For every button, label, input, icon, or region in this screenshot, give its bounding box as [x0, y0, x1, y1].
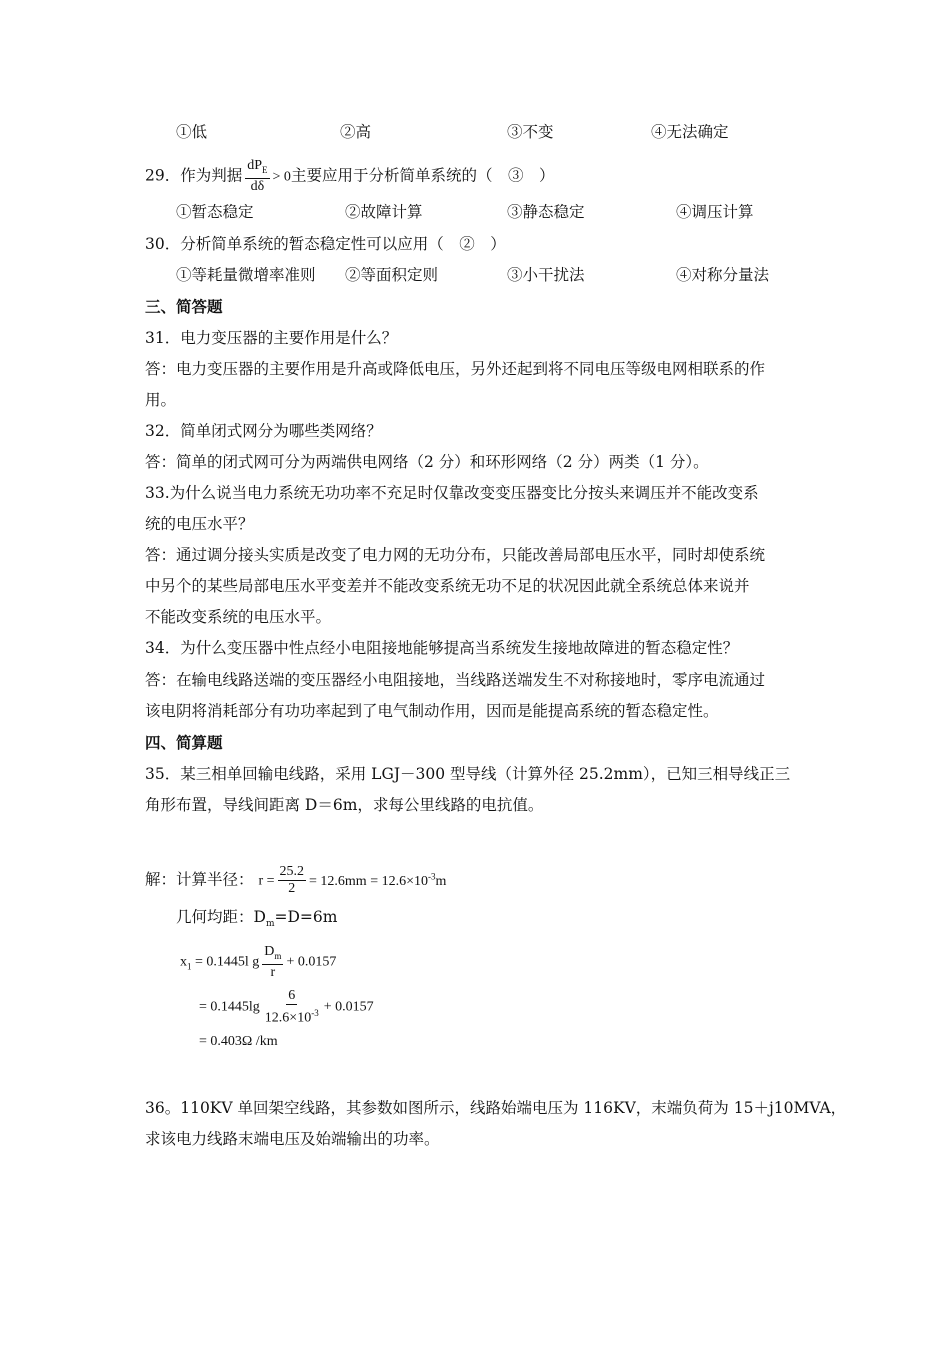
q30-option-1: ①等耗量微增率准则 — [176, 266, 316, 284]
q28-option-2: ②高 — [340, 123, 372, 141]
radius-fraction: $\frac{25.2}{2}$ — [279, 864, 305, 896]
q35-x1-substitution: = 0.1445lg $\frac{6}{12.6\times 10^{-3}}$ + 0.0157 — [199, 988, 374, 1026]
q30-question: 30．分析简单系统的暂态稳定性可以应用（ ② ） — [145, 235, 506, 253]
q31-question: 31．电力变压器的主要作用是什么？ — [145, 329, 398, 347]
x2-fraction: $\frac{6}{12.6\times 10^{-3}}$ — [264, 988, 319, 1026]
q33-answer-line-3: 不能改变系统的电压水平。 — [145, 608, 332, 626]
q29-condition: > 0 — [272, 169, 291, 185]
q33-question-line-2: 统的电压水平？ — [145, 515, 254, 533]
q36-question-line-1: 36。110KV 单回架空线路，其参数如图所示，线路始端电压为 116KV，末端负荷为 15＋j10MVA， — [145, 1099, 847, 1117]
q29-fraction: $\frac{dP_E}{d\delta}$ — [247, 158, 268, 194]
x1-fraction: $\frac{D_m}{r}$ — [264, 944, 282, 980]
q33-answer-line-2: 中另个的某些局部电压水平变差并不能改变系统无功不足的状况因此就全系统总体来说并 — [145, 577, 750, 595]
q29-suffix: 主要应用于分析简单系统的（ ③ ） — [290, 166, 555, 185]
q35-question-line-2: 角形布置，导线间距离 D＝6m，求每公里线路的电抗值。 — [145, 796, 544, 814]
q29-question — [145, 158, 554, 195]
solution-label: 解：计算半径： — [145, 870, 254, 889]
section-heading-4: 四、简算题 — [145, 733, 223, 752]
radius-rhs: = $12.6mm = 12.6\times 10^{-3}m$ — [309, 870, 447, 889]
q29-prefix: 29．作为判据 — [145, 166, 243, 185]
q35-x1-result: = 0.403Ω /km — [199, 1034, 278, 1049]
q34-question: 34．为什么变压器中性点经小电阻接地能够提高当系统发生接地故障进的暂态稳定性？ — [145, 639, 739, 657]
q33-question-line-1: 33.为什么说当电力系统无功功率不充足时仅靠改变变压器变比分按头来调压并不能改变系 — [145, 484, 759, 502]
q35-x1-formula: $x_1 = 0.1445l$ g $\frac{D_m}{r}$ + 0.0157 — [180, 944, 337, 980]
q35-solution-radius — [145, 864, 446, 897]
q31-answer-line-1: 答：电力变压器的主要作用是升高或降低电压，另外还起到将不同电压等级电网相联系的作 — [145, 360, 766, 378]
q30-option-2: ②等面积定则 — [345, 266, 439, 284]
q34-answer-line-2: 该电阴将消耗部分有功功率起到了电气制动作用，因而是能提高系统的暂态稳定性。 — [145, 702, 719, 720]
q32-answer: 答：简单的闭式网可分为两端供电网络（2 分）和环形网络（2 分）两类（1 分）。 — [145, 453, 709, 471]
q28-option-3: ③不变 — [507, 123, 554, 141]
q29-option-2: ②故障计算 — [345, 203, 423, 221]
q29-option-3: ③静态稳定 — [507, 203, 585, 221]
q28-option-1: ①低 — [176, 123, 208, 141]
radius-lhs: r = — [258, 873, 275, 889]
q30-option-4: ④对称分量法 — [676, 266, 770, 284]
q36-question-line-2: 求该电力线路末端电压及始端输出的功率。 — [145, 1130, 440, 1148]
q29-option-1: ①暂态稳定 — [176, 203, 254, 221]
q32-question: 32．简单闭式网分为哪些类网络？ — [145, 422, 382, 440]
section-heading-3: 三、简答题 — [145, 297, 223, 316]
q28-option-4: ④无法确定 — [651, 123, 729, 141]
q29-option-4: ④调压计算 — [676, 203, 754, 221]
q35-question-line-1: 35．某三相单回输电线路，采用 LGJ－300 型导线（计算外径 25.2mm），已知三相导线正三 — [145, 765, 791, 783]
q31-answer-line-2: 用。 — [145, 391, 177, 409]
q34-answer-line-1: 答：在输电线路送端的变压器经小电阻接地，当线路送端发生不对称接地时，零序电流通过 — [145, 671, 766, 689]
q33-answer-line-1: 答：通过调分接头实质是改变了电力网的无功分布，只能改善局部电压水平，同时却使系统 — [145, 546, 766, 564]
q30-option-3: ③小干扰法 — [507, 266, 585, 284]
q35-geometric-mean-distance: 几何均距：$D_m=D=6m$ — [176, 908, 338, 930]
